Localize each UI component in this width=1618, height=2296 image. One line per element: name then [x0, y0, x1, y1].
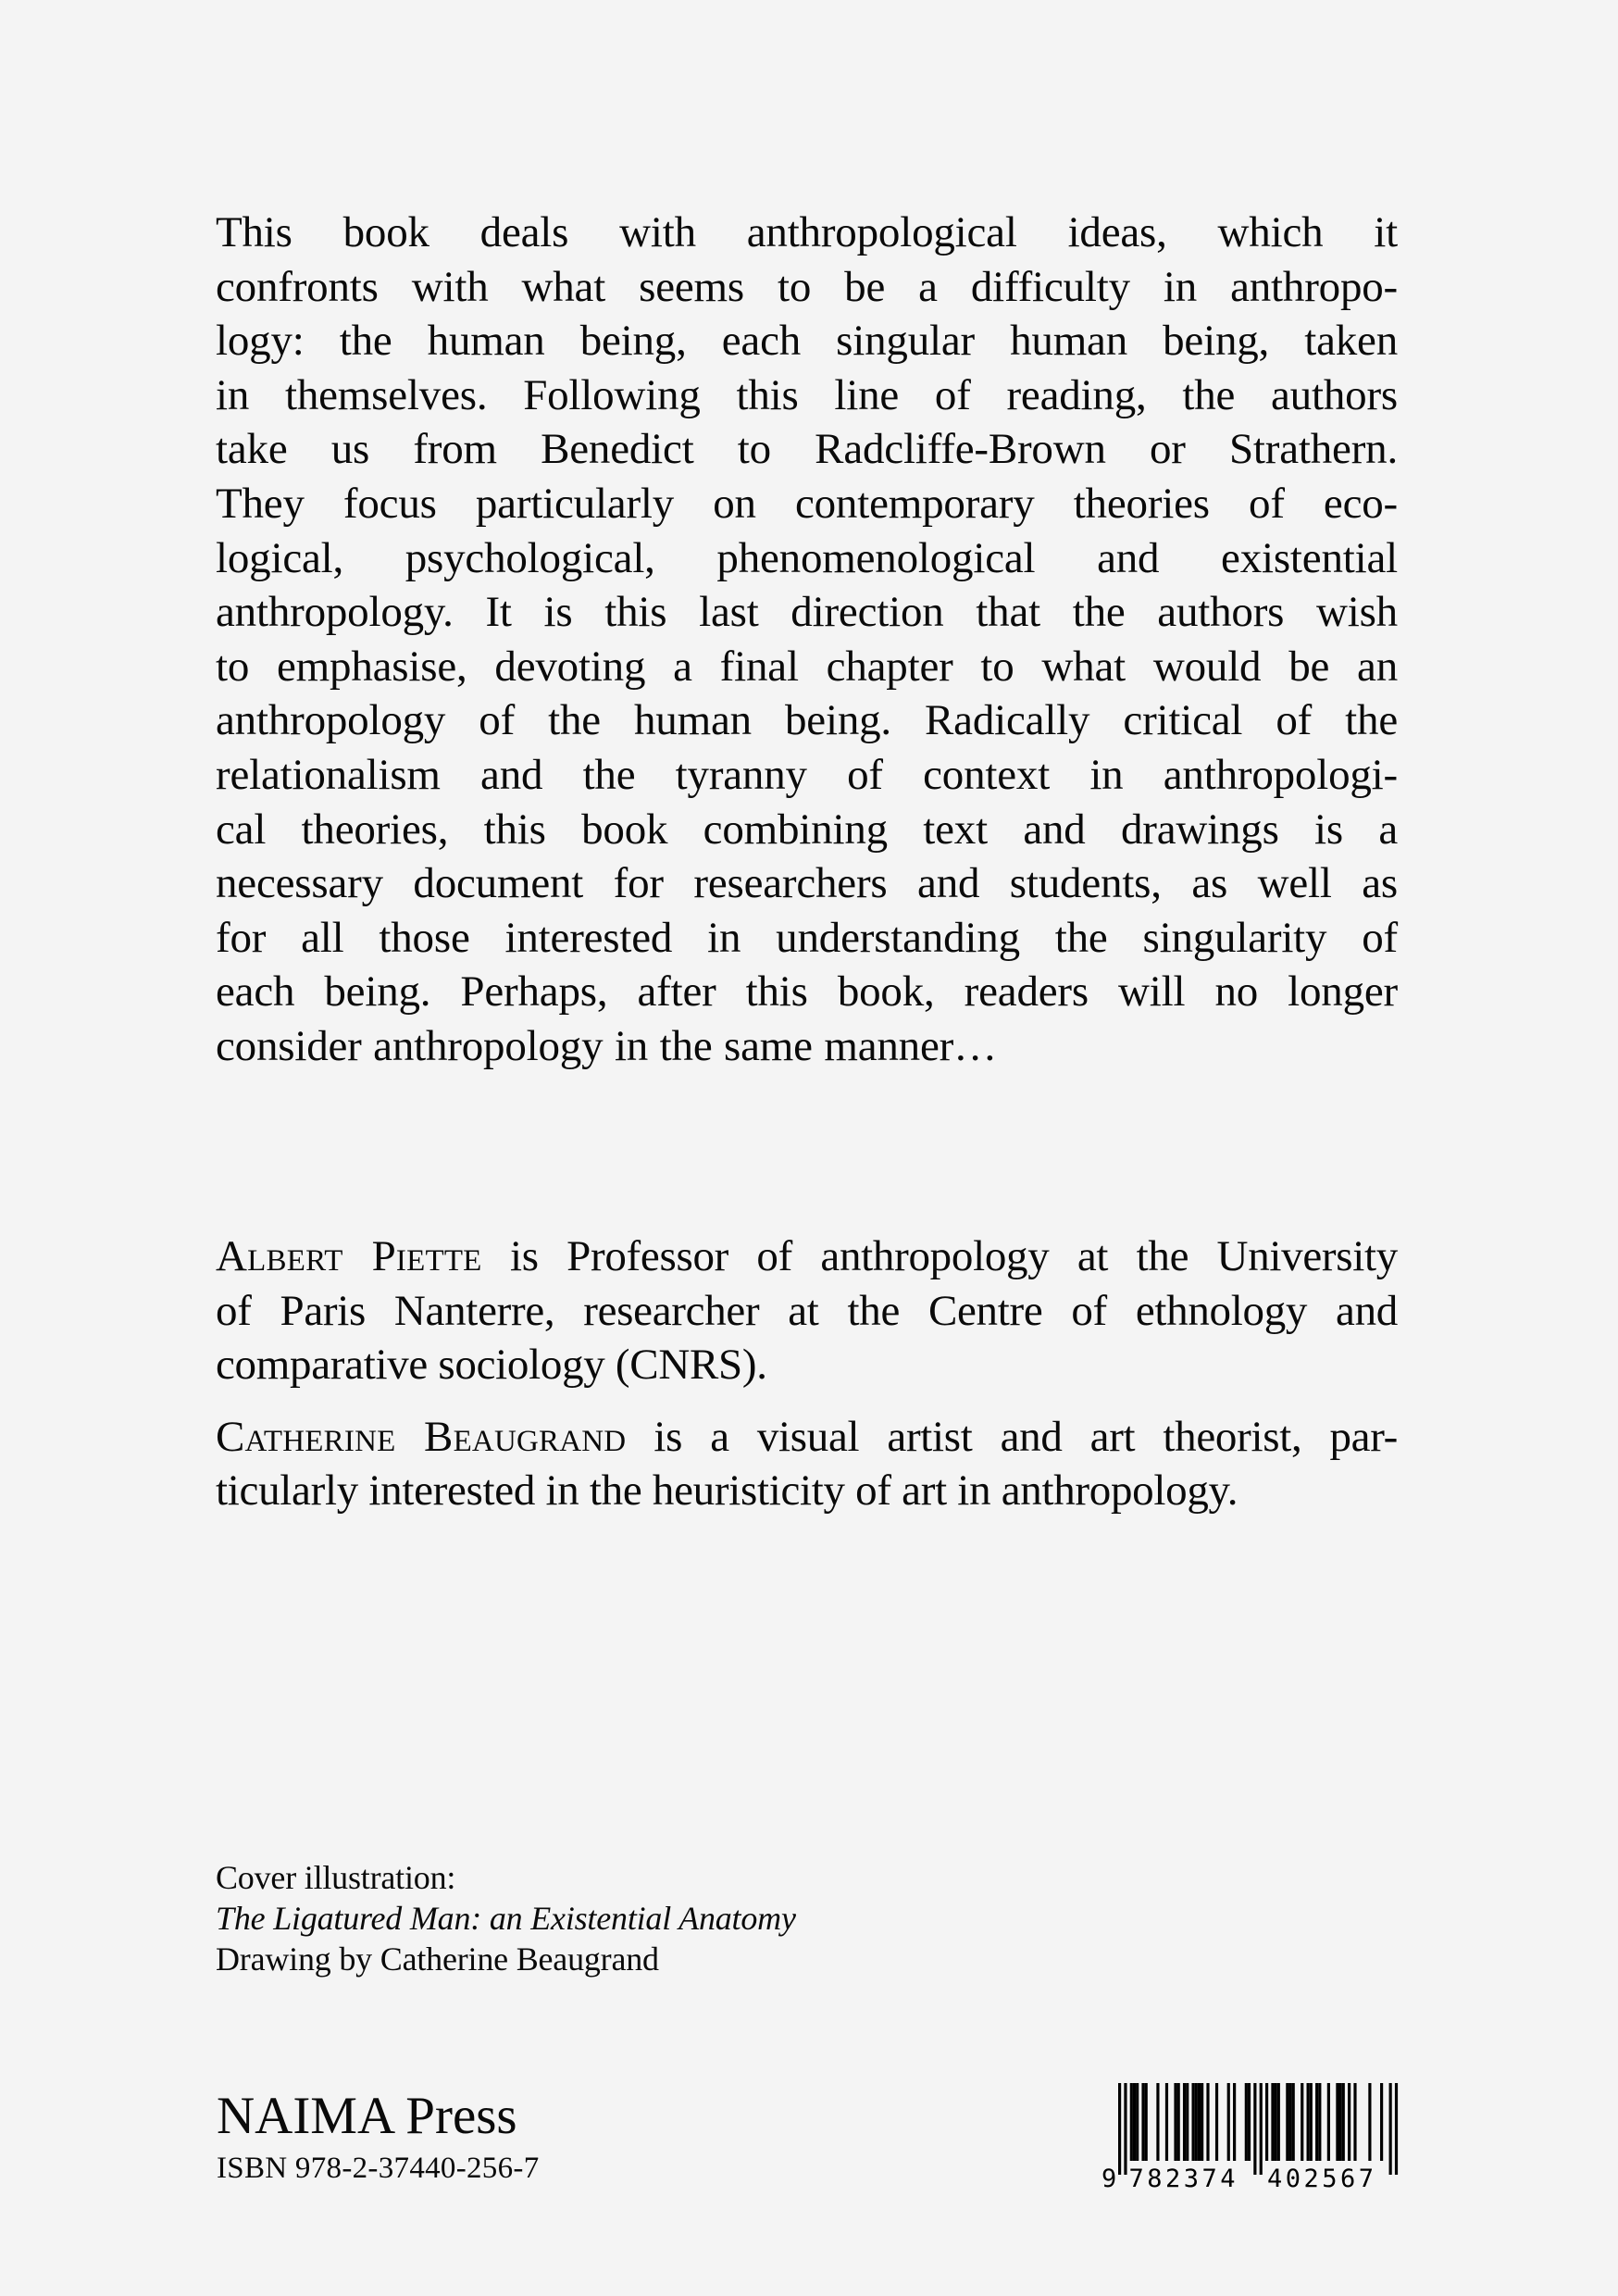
- blurb-line: They focus particularly on contemporary theories of eco-: [216, 479, 1398, 528]
- blurb-line: necessary document for researchers and students, as well as: [216, 859, 1398, 908]
- blurb-line: This book deals with anthropological ideas, which it: [216, 208, 1398, 256]
- blurb-line: in themselves. Following this line of reading, the authors: [216, 370, 1398, 419]
- illustration-title: The Ligatured Man: an Existential Anatomy: [216, 1900, 796, 1937]
- author-bios: [216, 1229, 1398, 1536]
- blurb-line: take us from Benedict to Radcliffe-Brown or Strathern.: [216, 425, 1398, 474]
- bio-text: is a visual artist and art theorist, par-: [626, 1412, 1398, 1461]
- bio-text: comparative sociology (CNRS).: [216, 1341, 767, 1390]
- blurb-line: each being. Perhaps, after this book, readers will no longer: [216, 967, 1398, 1017]
- isbn-text: ISBN 978-2-37440-256-7: [217, 2152, 540, 2185]
- author-bio-piette: [216, 1229, 1398, 1392]
- cover-credits: [216, 1857, 1398, 1979]
- blurb-line: to emphasise, devoting a final chapter to what would be an: [216, 642, 1398, 691]
- credits-label: Cover illustration:: [216, 1859, 456, 1896]
- blurb-line: relationalism and the tyranny of context in anthropologi-: [216, 750, 1398, 799]
- barcode-icon: [1098, 2081, 1403, 2197]
- drawing-credit: Drawing by Catherine Beaugrand: [216, 1940, 659, 1978]
- blurb-line: for all those interested in understanding the singularity of: [216, 913, 1398, 962]
- author-name: Catherine Beaugrand: [216, 1412, 627, 1461]
- blurb-line: anthropology of the human being. Radically critical of the: [216, 696, 1398, 745]
- blurb-line: cal theories, this book combining text and drawings is a: [216, 805, 1398, 854]
- back-cover-blurb: [216, 206, 1398, 1074]
- svg-text:9: 9: [1101, 2165, 1120, 2193]
- isbn-barcode: [1098, 2081, 1403, 2197]
- blurb-line: consider anthropology in the same manner…: [216, 1021, 997, 1070]
- blurb-line: logy: the human being, each singular human being, taken: [216, 317, 1398, 366]
- blurb-line: anthropology. It is this last direction that the authors wish: [216, 588, 1398, 637]
- bio-text: of Paris Nanterre, researcher at the Centre of ethnology and: [216, 1286, 1398, 1335]
- svg-text:402567: 402567: [1267, 2165, 1377, 2193]
- publisher-name: NAIMA Press: [217, 2087, 517, 2145]
- author-bio-beaugrand: [216, 1410, 1398, 1518]
- bio-text: is Professor of anthropology at the University: [481, 1232, 1398, 1280]
- author-name: Albert Piette: [216, 1232, 482, 1280]
- svg-text:782374: 782374: [1128, 2165, 1239, 2193]
- blurb-line: logical, psychological, phenomenological and existential: [216, 533, 1398, 582]
- bio-text: ticularly interested in the heuristicity of art in anthropology.: [216, 1466, 1238, 1516]
- blurb-line: confronts with what seems to be a difficulty in anthropo-: [216, 262, 1398, 311]
